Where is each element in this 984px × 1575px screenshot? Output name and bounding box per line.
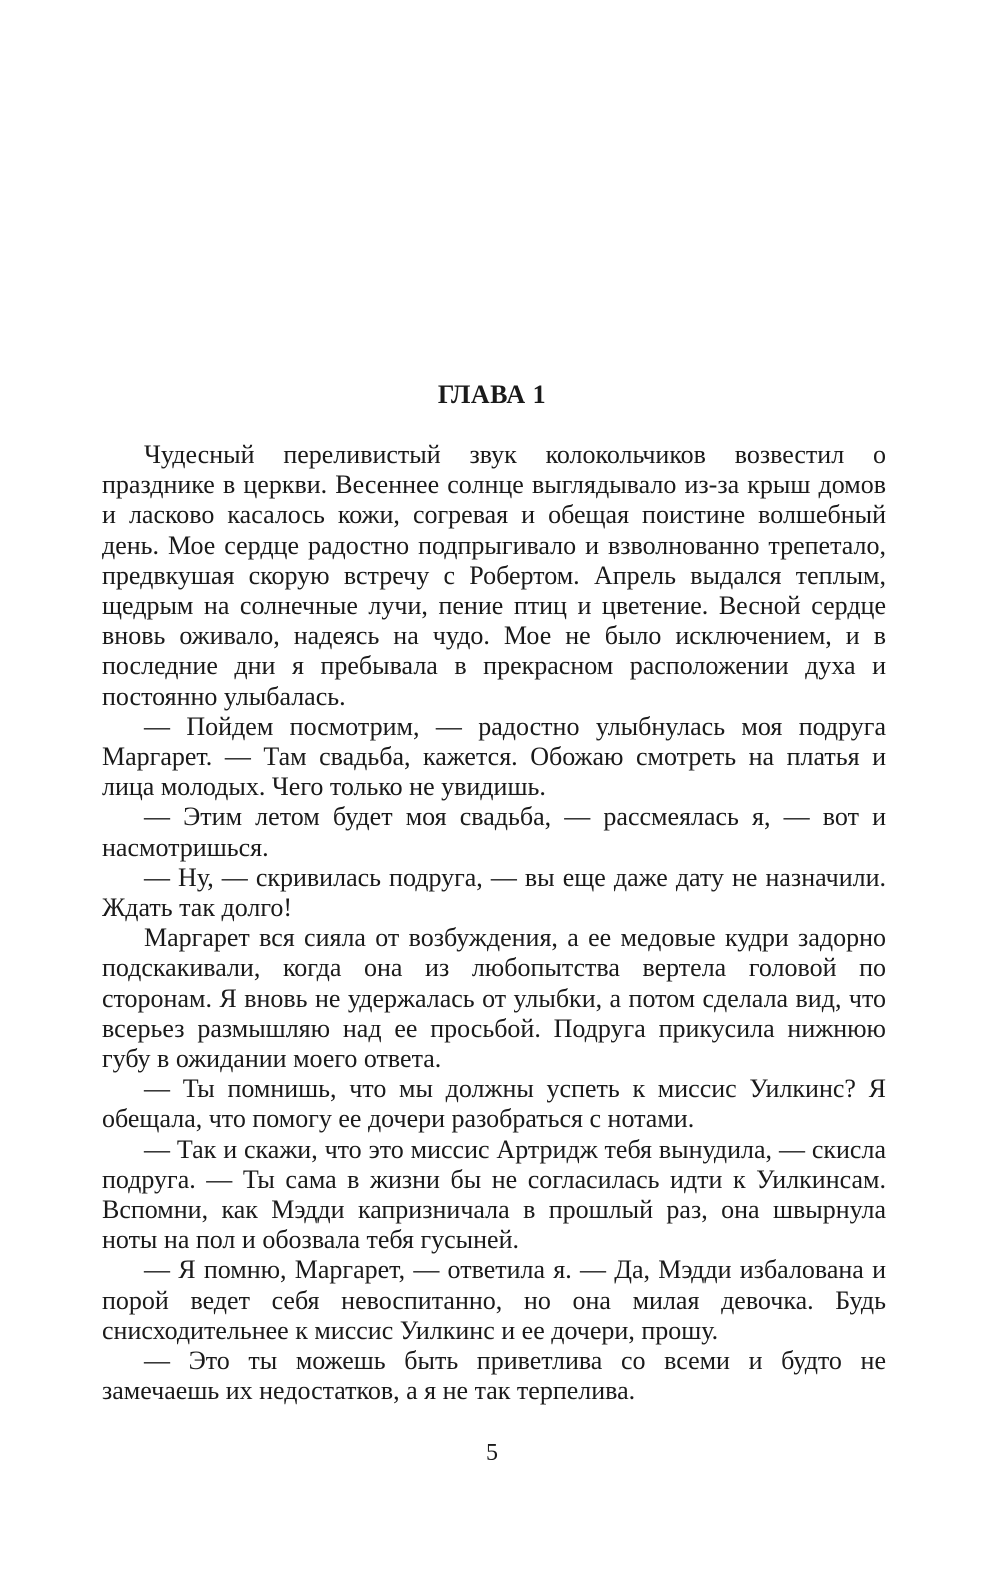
paragraph: — Ты помнишь, что мы должны успеть к миссис Уилкинс? Я обещала, что помогу ее дочери разобраться с нотами.: [102, 1074, 886, 1134]
page-number: 5: [486, 1440, 498, 1466]
paragraph: — Это ты можешь быть приветлива со всеми и будто не замечаешь их недостатков, а я не так терпелива.: [102, 1346, 886, 1406]
paragraph: Чудесный переливистый звук колокольчиков возвестил о празднике в церкви. Весеннее солнце выглядывало из-за крыш домов и ласково касалось кожи, согревая и обещая поистине волшебный день. Мое сердце радостно подпрыгивало и взволнованно трепетало, предвкушая скорую встречу с Робертом. Апрель выдался теплым, щедрым на солнечные лучи, пение птиц и цветение. Весной сердце вновь оживало, надеясь на чудо. Мое не было исключением, и в последние дни я пребывала в прекрасном расположении духа и постоянно улыбалась.: [102, 440, 886, 711]
paragraph: — Ну, — скривилась подруга, — вы еще даже дату не назначили. Ждать так долго!: [102, 862, 886, 923]
chapter-text: [102, 440, 886, 1407]
paragraph: — Пойдем посмотрим, — радостно улыбнулась моя подруга Маргарет. — Там свадьба, кажется. Обожаю смотреть на платья и лица молодых. Чего только не увидишь.: [102, 711, 886, 802]
chapter-title: ГЛАВА 1: [437, 380, 547, 409]
paragraph: — Так и скажи, что это миссис Артридж тебя вынудила, — скисла подруга. — Ты сама в жизни бы не согласилась идти к Уилкинсам. Вспомни, как Мэдди капризничала в прошлый раз, она швырнула ноты на пол и обозвала тебя гусыней.: [102, 1134, 886, 1255]
paragraph: — Я помню, Маргарет, — ответила я. — Да, Мэдди избалована и порой ведет себя невоспитанно, но она милая девочка. Будь снисходительнее к миссис Уилкинс и ее дочери, прошу.: [102, 1255, 886, 1345]
paragraph: Маргарет вся сияла от возбуждения, а ее медовые кудри задорно подскакивали, когда она из любопытства вертела головой по сторонам. Я вновь не удержалась от улыбки, а потом сделала вид, что всерьез размышляю над ее просьбой. Подруга прикусила нижнюю губу в ожидании моего ответа.: [102, 923, 886, 1074]
paragraph: — Этим летом будет моя свадьба, — рассмеялась я, — вот и насмотришься.: [102, 802, 886, 862]
